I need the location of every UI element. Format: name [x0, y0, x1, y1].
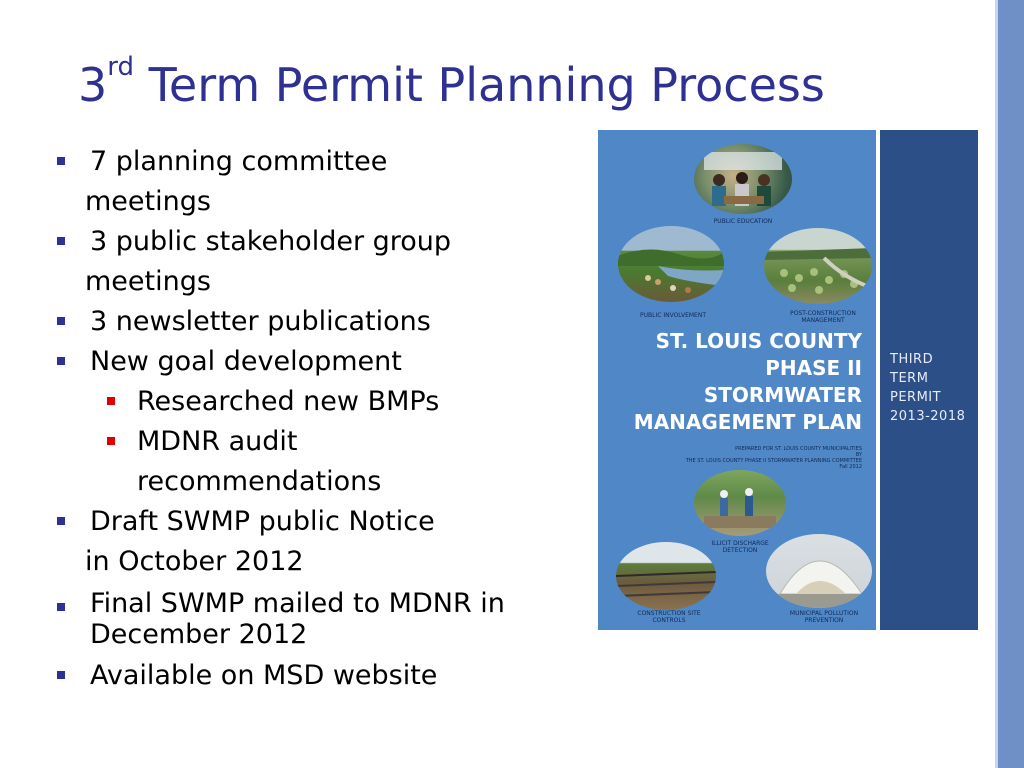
- municipal-pollution-illustration: [766, 534, 872, 608]
- permit-label-line: TERM: [890, 371, 929, 386]
- post-construction-photo: [764, 228, 872, 304]
- bullet-item: [52, 142, 577, 182]
- bullet-continuation: [52, 542, 577, 582]
- cover-side-strip: [880, 130, 978, 630]
- sub-bullet-item: [52, 422, 577, 462]
- sub-bullet-item: [52, 382, 577, 422]
- report-cover-image: [598, 130, 978, 630]
- post-construction-illustration: [764, 228, 872, 304]
- illicit-discharge-illustration: [694, 470, 786, 536]
- bullet-text: 3 newsletter publications: [90, 306, 431, 337]
- bullet-text: recommendations: [137, 466, 382, 497]
- bullet-text: 7 planning committee: [90, 146, 388, 177]
- title-rest: Term Permit Planning Process: [134, 58, 825, 112]
- illicit-discharge-photo: [694, 470, 786, 536]
- caption-line: POST-CONSTRUCTION: [790, 310, 856, 317]
- bullet-square-icon: [57, 671, 65, 679]
- bullet-square-icon: [57, 157, 65, 165]
- caption-line: MUNICIPAL POLLUTION: [789, 610, 859, 617]
- public-involvement-photo: [618, 226, 724, 302]
- title-superscript: rd: [107, 52, 135, 82]
- bullet-item: [52, 502, 577, 542]
- caption-construction-site: [624, 610, 714, 624]
- title-number: 3: [78, 58, 108, 112]
- bullet-list: [52, 142, 577, 696]
- bullet-text: MDNR audit: [137, 426, 298, 457]
- bullet-item: [52, 588, 577, 619]
- sub-bullet-square-icon: [107, 397, 115, 405]
- public-education-illustration: [694, 144, 792, 214]
- caption-post-construction: [778, 310, 868, 324]
- permit-label-line: THIRD: [890, 352, 934, 367]
- permit-label: [890, 350, 965, 426]
- caption-line: ILLICIT DISCHARGE: [711, 540, 769, 547]
- cover-title-line: PHASE II: [765, 356, 862, 380]
- municipal-pollution-photo: [766, 534, 872, 608]
- bullet-item: [52, 222, 577, 262]
- caption-public-involvement: PUBLIC INVOLVEMENT: [639, 312, 706, 319]
- bullet-text: meetings: [85, 186, 211, 217]
- caption-line: CONTROLS: [652, 617, 686, 624]
- bullet-text: 3 public stakeholder group: [90, 226, 452, 257]
- caption-municipal-pollution: [774, 610, 874, 624]
- bullet-continuation: [52, 262, 577, 302]
- construction-site-illustration: [616, 542, 716, 610]
- caption-public-education: PUBLIC EDUCATION: [713, 218, 773, 225]
- bullet-square-icon: [57, 237, 65, 245]
- permit-label-line: 2013-2018: [890, 409, 966, 424]
- permit-label-line: PERMIT: [890, 390, 942, 405]
- bullet-square-icon: [57, 357, 65, 365]
- caption-line: DETECTION: [722, 547, 758, 554]
- bullet-text: meetings: [85, 266, 211, 297]
- public-education-photo: [694, 144, 792, 214]
- bullet-square-icon: [57, 317, 65, 325]
- sub-bullet-square-icon: [107, 437, 115, 445]
- cover-main-panel: [598, 130, 876, 630]
- bullet-continuation: [52, 619, 577, 650]
- bullet-item: [52, 656, 577, 696]
- prepared-line: PREPARED FOR ST. LOUIS COUNTY MUNICIPALITIES: [735, 446, 862, 452]
- caption-line: MANAGEMENT: [801, 317, 845, 324]
- prepared-line: Fall 2012: [839, 464, 862, 470]
- cover-title: [634, 328, 862, 436]
- slide-title: [78, 52, 825, 112]
- bullet-text: in October 2012: [85, 546, 304, 577]
- caption-line: CONSTRUCTION SITE: [637, 610, 701, 617]
- bullet-text: Researched new BMPs: [137, 386, 440, 417]
- bullet-text: New goal development: [90, 346, 402, 377]
- bullet-text: Draft SWMP public Notice: [90, 506, 435, 537]
- bullet-text: Final SWMP mailed to MDNR in: [90, 588, 505, 619]
- cover-title-line: STORMWATER: [703, 383, 862, 407]
- cover-title-line: MANAGEMENT PLAN: [633, 410, 862, 434]
- bullet-continuation: [52, 182, 577, 222]
- side-accent-bar: [998, 0, 1024, 768]
- public-involvement-illustration: [618, 226, 724, 302]
- bullet-text: Available on MSD website: [90, 660, 438, 691]
- prepared-line: THE ST. LOUIS COUNTY PHASE II STORMWATER PLANNING COMMITTEE: [685, 458, 862, 464]
- bullet-text: December 2012: [90, 619, 308, 650]
- bullet-item: [52, 342, 577, 382]
- prepared-line: BY: [855, 452, 862, 458]
- sub-bullet-continuation: [52, 462, 577, 502]
- bullet-square-icon: [57, 517, 65, 525]
- caption-line: PREVENTION: [804, 617, 844, 624]
- construction-site-photo: [616, 542, 716, 610]
- bullet-square-icon: [57, 603, 65, 611]
- bullet-item: [52, 302, 577, 342]
- cover-prepared-by: [686, 446, 862, 470]
- cover-title-line: ST. LOUIS COUNTY: [655, 329, 862, 353]
